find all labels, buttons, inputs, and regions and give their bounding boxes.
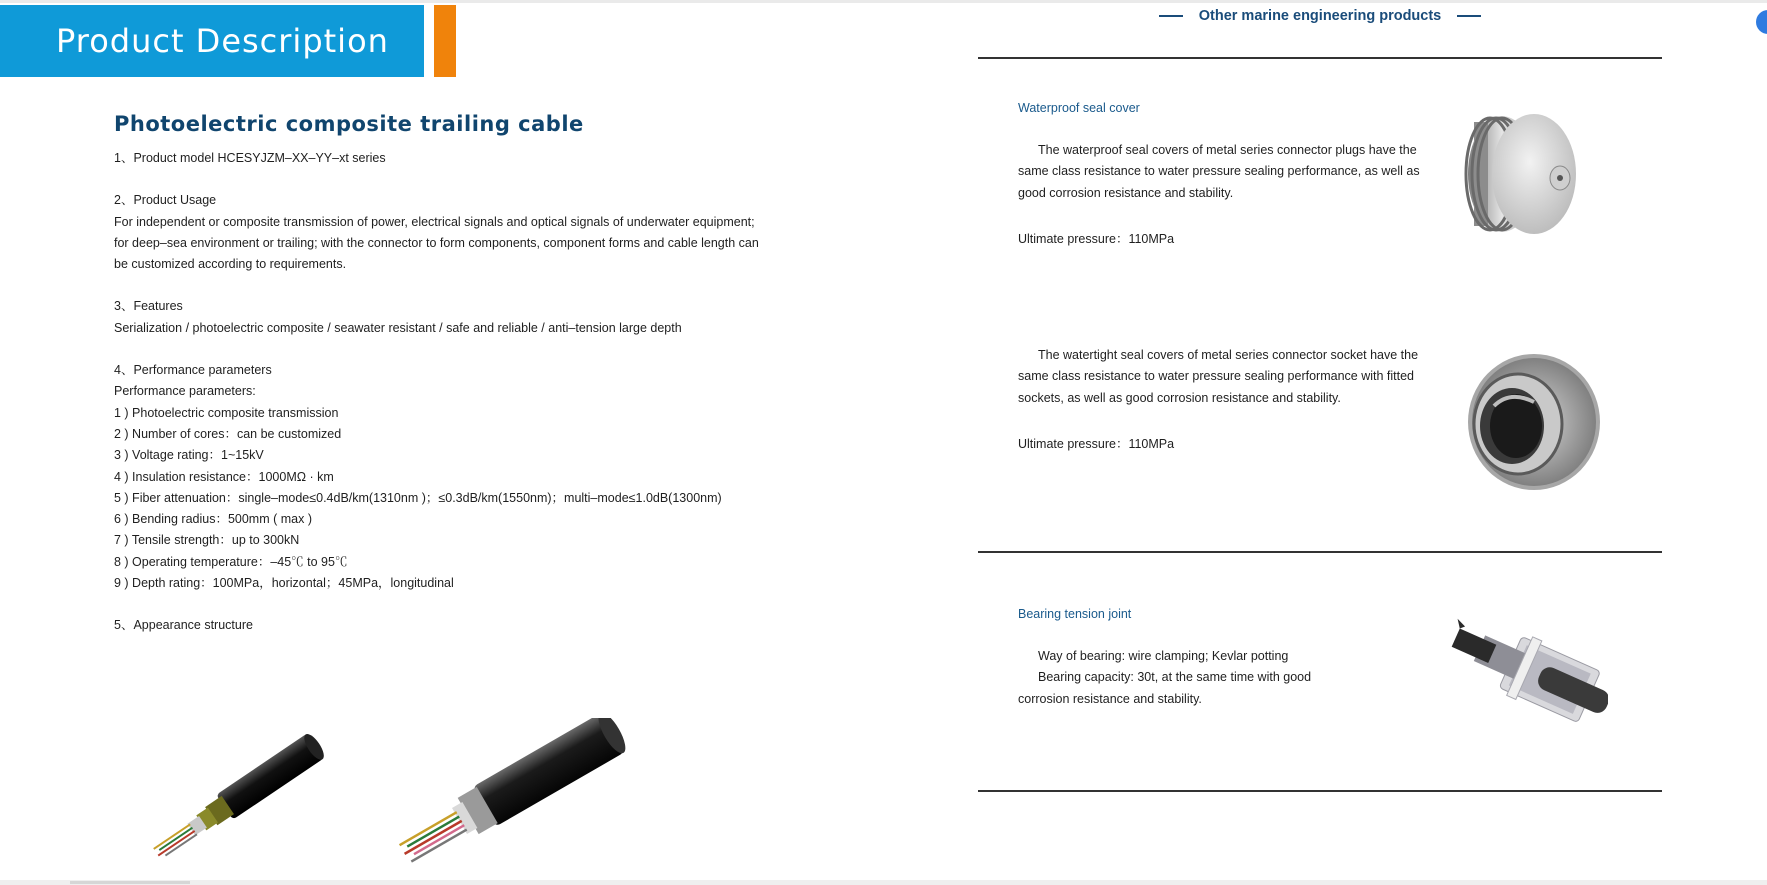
usage-line: For independent or composite transmission of power, electrical signals and optical signals of underwater equipment; <box>114 214 755 229</box>
divider <box>978 551 1662 553</box>
description-paragraph: The watertight seal covers of metal series connector socket have the same class resistance to water pressure sealing performance with fitted sockets, as well as good corrosion resistance and stability. <box>1018 348 1419 405</box>
description-paragraph: Bearing capacity: 30t, at the same time with good corrosion resistance and stability. <box>1018 670 1312 706</box>
product-spec: Ultimate pressure：110MPa <box>1018 437 1175 451</box>
cable-small-icon <box>140 728 340 868</box>
divider <box>978 790 1662 792</box>
product-description-text <box>1018 345 1428 409</box>
parameter-item: 3 ) Voltage rating：1~15kV <box>114 448 264 463</box>
usage-line: for deep–sea environment or trailing; with the connector to form components, component forms and cable length can <box>114 235 759 250</box>
parameter-item: 7 ) Tensile strength：up to 300kN <box>114 533 300 548</box>
seal-socket-icon <box>1454 350 1604 494</box>
performance-intro: Performance parameters: <box>114 384 256 399</box>
parameter-item: 9 ) Depth rating：100MPa，horizontal；45MPa，longitudinal <box>114 576 454 591</box>
horizontal-scrollbar[interactable] <box>0 880 1767 885</box>
features-text: Serialization / photoelectric composite / seawater resistant / safe and reliable / anti–tension large depth <box>114 320 682 335</box>
divider <box>978 57 1662 59</box>
performance-heading: 4、Performance parameters <box>114 363 272 378</box>
other-products-title: Other marine engineering products <box>1198 8 1442 24</box>
features-heading: 3、Features <box>114 299 183 314</box>
product-name: Bearing tension joint <box>1018 607 1132 621</box>
parameter-item: 1 ) Photoelectric composite transmission <box>114 405 339 420</box>
floating-chat-button[interactable] <box>1756 10 1767 34</box>
header-dash <box>1159 15 1183 17</box>
usage-line: be customized according to requirements. <box>114 257 347 272</box>
product-name: Waterproof seal cover <box>1018 101 1140 115</box>
banner-accent <box>434 5 456 77</box>
tension-joint-icon <box>1448 612 1608 734</box>
product-title: Photoelectric composite trailing cable <box>114 112 584 136</box>
header-dash <box>1457 15 1481 17</box>
usage-heading: 2、Product Usage <box>114 193 217 208</box>
product-description <box>114 112 804 637</box>
cable-large-icon <box>388 718 628 868</box>
section-banner <box>0 5 424 77</box>
appearance-heading: 5、Appearance structure <box>114 618 253 633</box>
description-paragraph: The waterproof seal covers of metal series connector plugs have the same class resistance to water pressure sealing performance, as well as good corrosion resistance and stability. <box>1018 143 1420 200</box>
parameter-item: 8 ) Operating temperature：–45℃ to 95℃ <box>114 554 348 569</box>
other-products-header <box>1158 6 1482 26</box>
parameter-item: 4 ) Insulation resistance：1000MΩ · km <box>114 469 334 484</box>
seal-plug-icon <box>1456 106 1606 246</box>
banner-title: Product Description <box>56 22 389 60</box>
description-paragraph: Way of bearing: wire clamping; Kevlar potting <box>1038 649 1289 663</box>
scrollbar-thumb[interactable] <box>70 881 190 884</box>
parameter-item: 5 ) Fiber attenuation：single–mode≤0.4dB/km(1310nm )；≤0.3dB/km(1550nm)；multi–mode≤1.0dB(1300nm) <box>114 490 722 505</box>
product-description-text <box>1018 140 1428 204</box>
parameter-item: 6 ) Bending radius：500mm ( max ) <box>114 512 312 527</box>
top-border <box>0 0 1767 3</box>
product-description-text <box>1018 646 1338 710</box>
parameter-item: 2 ) Number of cores：can be customized <box>114 426 342 441</box>
product-spec: Ultimate pressure：110MPa <box>1018 232 1175 246</box>
product-model: 1、Product model HCESYJZM–XX–YY–xt series <box>114 151 386 165</box>
